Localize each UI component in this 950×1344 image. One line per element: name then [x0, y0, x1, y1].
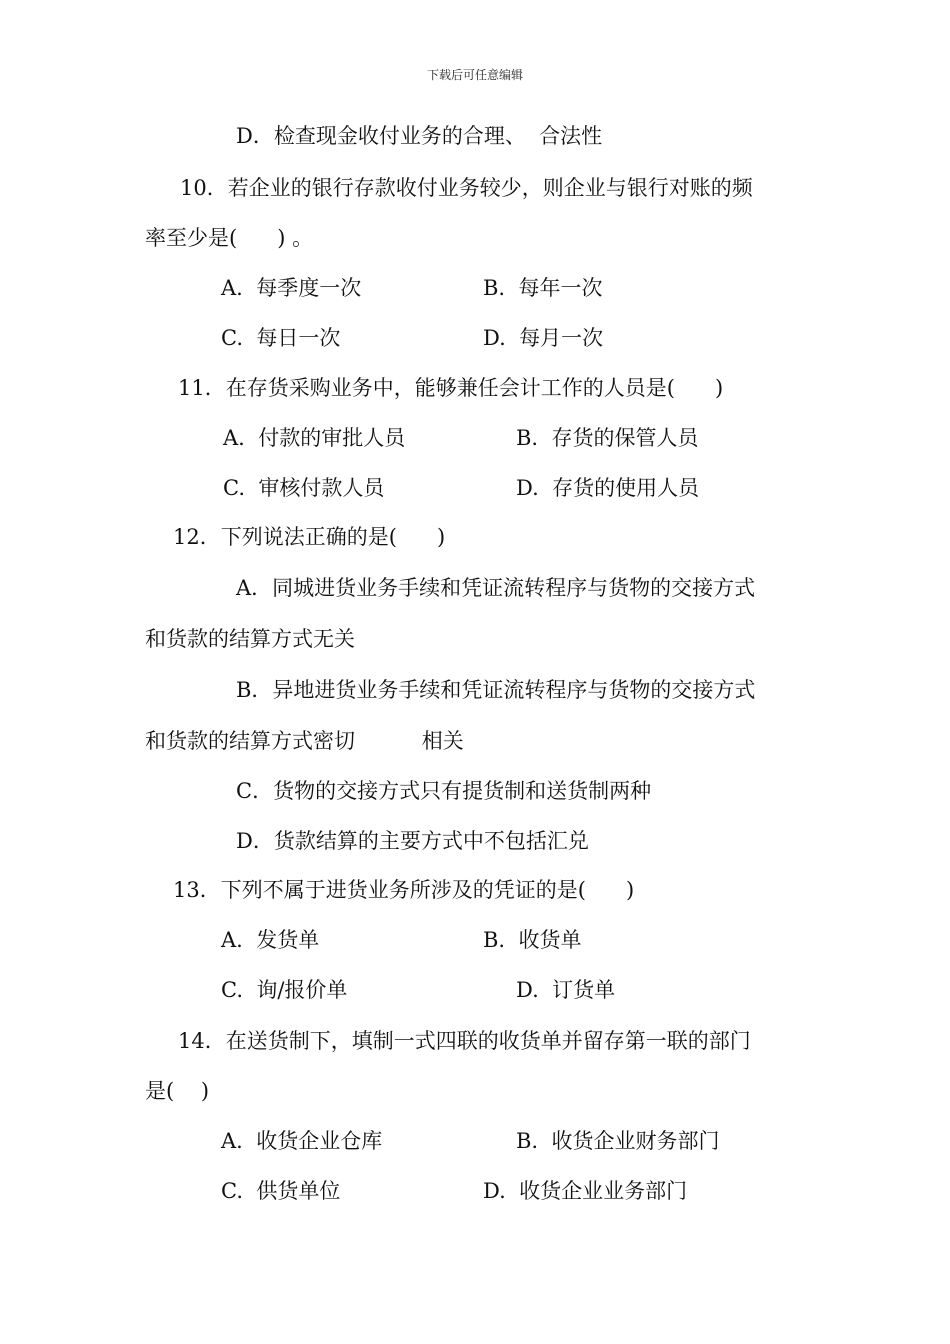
q12-option-a-line1: A．同城进货业务手续和凭证流转程序与货物的交接方式: [236, 576, 756, 600]
q11-option-a: A. 付款的审批人员: [223, 426, 406, 450]
q12-option-b-line1: B．异地进货业务手续和凭证流转程序与货物的交接方式: [236, 678, 756, 702]
q12-option-b-line2: 和货款的结算方式密切 相关: [145, 729, 464, 753]
q10-option-a: A. 每季度一次: [221, 276, 362, 300]
q12-option-a-line2: 和货款的结算方式无关: [145, 627, 355, 651]
q14-option-a: A. 收货企业仓库: [221, 1129, 383, 1153]
q12-stem: 12．下列说法正确的是( ): [173, 525, 446, 549]
q12-option-d: D．货款结算的主要方式中不包括汇兑: [236, 829, 589, 853]
q14-option-c: C. 供货单位: [221, 1179, 341, 1203]
q10-option-c: C. 每日一次: [221, 326, 341, 350]
q11-option-c: C. 审核付款人员: [223, 476, 385, 500]
q13-option-a: A. 发货单: [221, 928, 320, 952]
q14-stem-line2: 是( ): [145, 1079, 210, 1103]
page-header: 下载后可任意编辑: [426, 68, 523, 82]
q13-option-d: D. 订货单: [516, 978, 616, 1002]
q14-option-d: D. 收货企业业务部门: [483, 1179, 688, 1203]
q10-stem-line1: 10．若企业的银行存款收付业务较少，则企业与银行对账的频: [180, 176, 753, 200]
q14-option-b: B. 收货企业财务部门: [516, 1129, 720, 1153]
q13-option-c: C. 询/报价单: [221, 978, 348, 1002]
q10-stem-line2: 率至少是( ) 。: [145, 226, 314, 250]
q11-option-b: B. 存货的保管人员: [516, 426, 699, 450]
q12-option-c: C．货物的交接方式只有提货制和送货制两种: [236, 779, 652, 803]
q10-option-b: B. 每年一次: [483, 276, 603, 300]
q13-option-b: B. 收货单: [483, 928, 582, 952]
q13-stem: 13．下列不属于进货业务所涉及的凭证的是( ): [173, 878, 635, 902]
q9-option-d: D．检查现金收付业务的合理、 合法性: [236, 124, 603, 148]
q10-option-d: D. 每月一次: [483, 326, 604, 350]
q11-stem: 11．在存货采购业务中，能够兼任会计工作的人员是( ): [178, 376, 724, 400]
q11-option-d: D. 存货的使用人员: [516, 476, 700, 500]
q14-stem-line1: 14．在送货制下，填制一式四联的收货单并留存第一联的部门: [178, 1029, 751, 1053]
